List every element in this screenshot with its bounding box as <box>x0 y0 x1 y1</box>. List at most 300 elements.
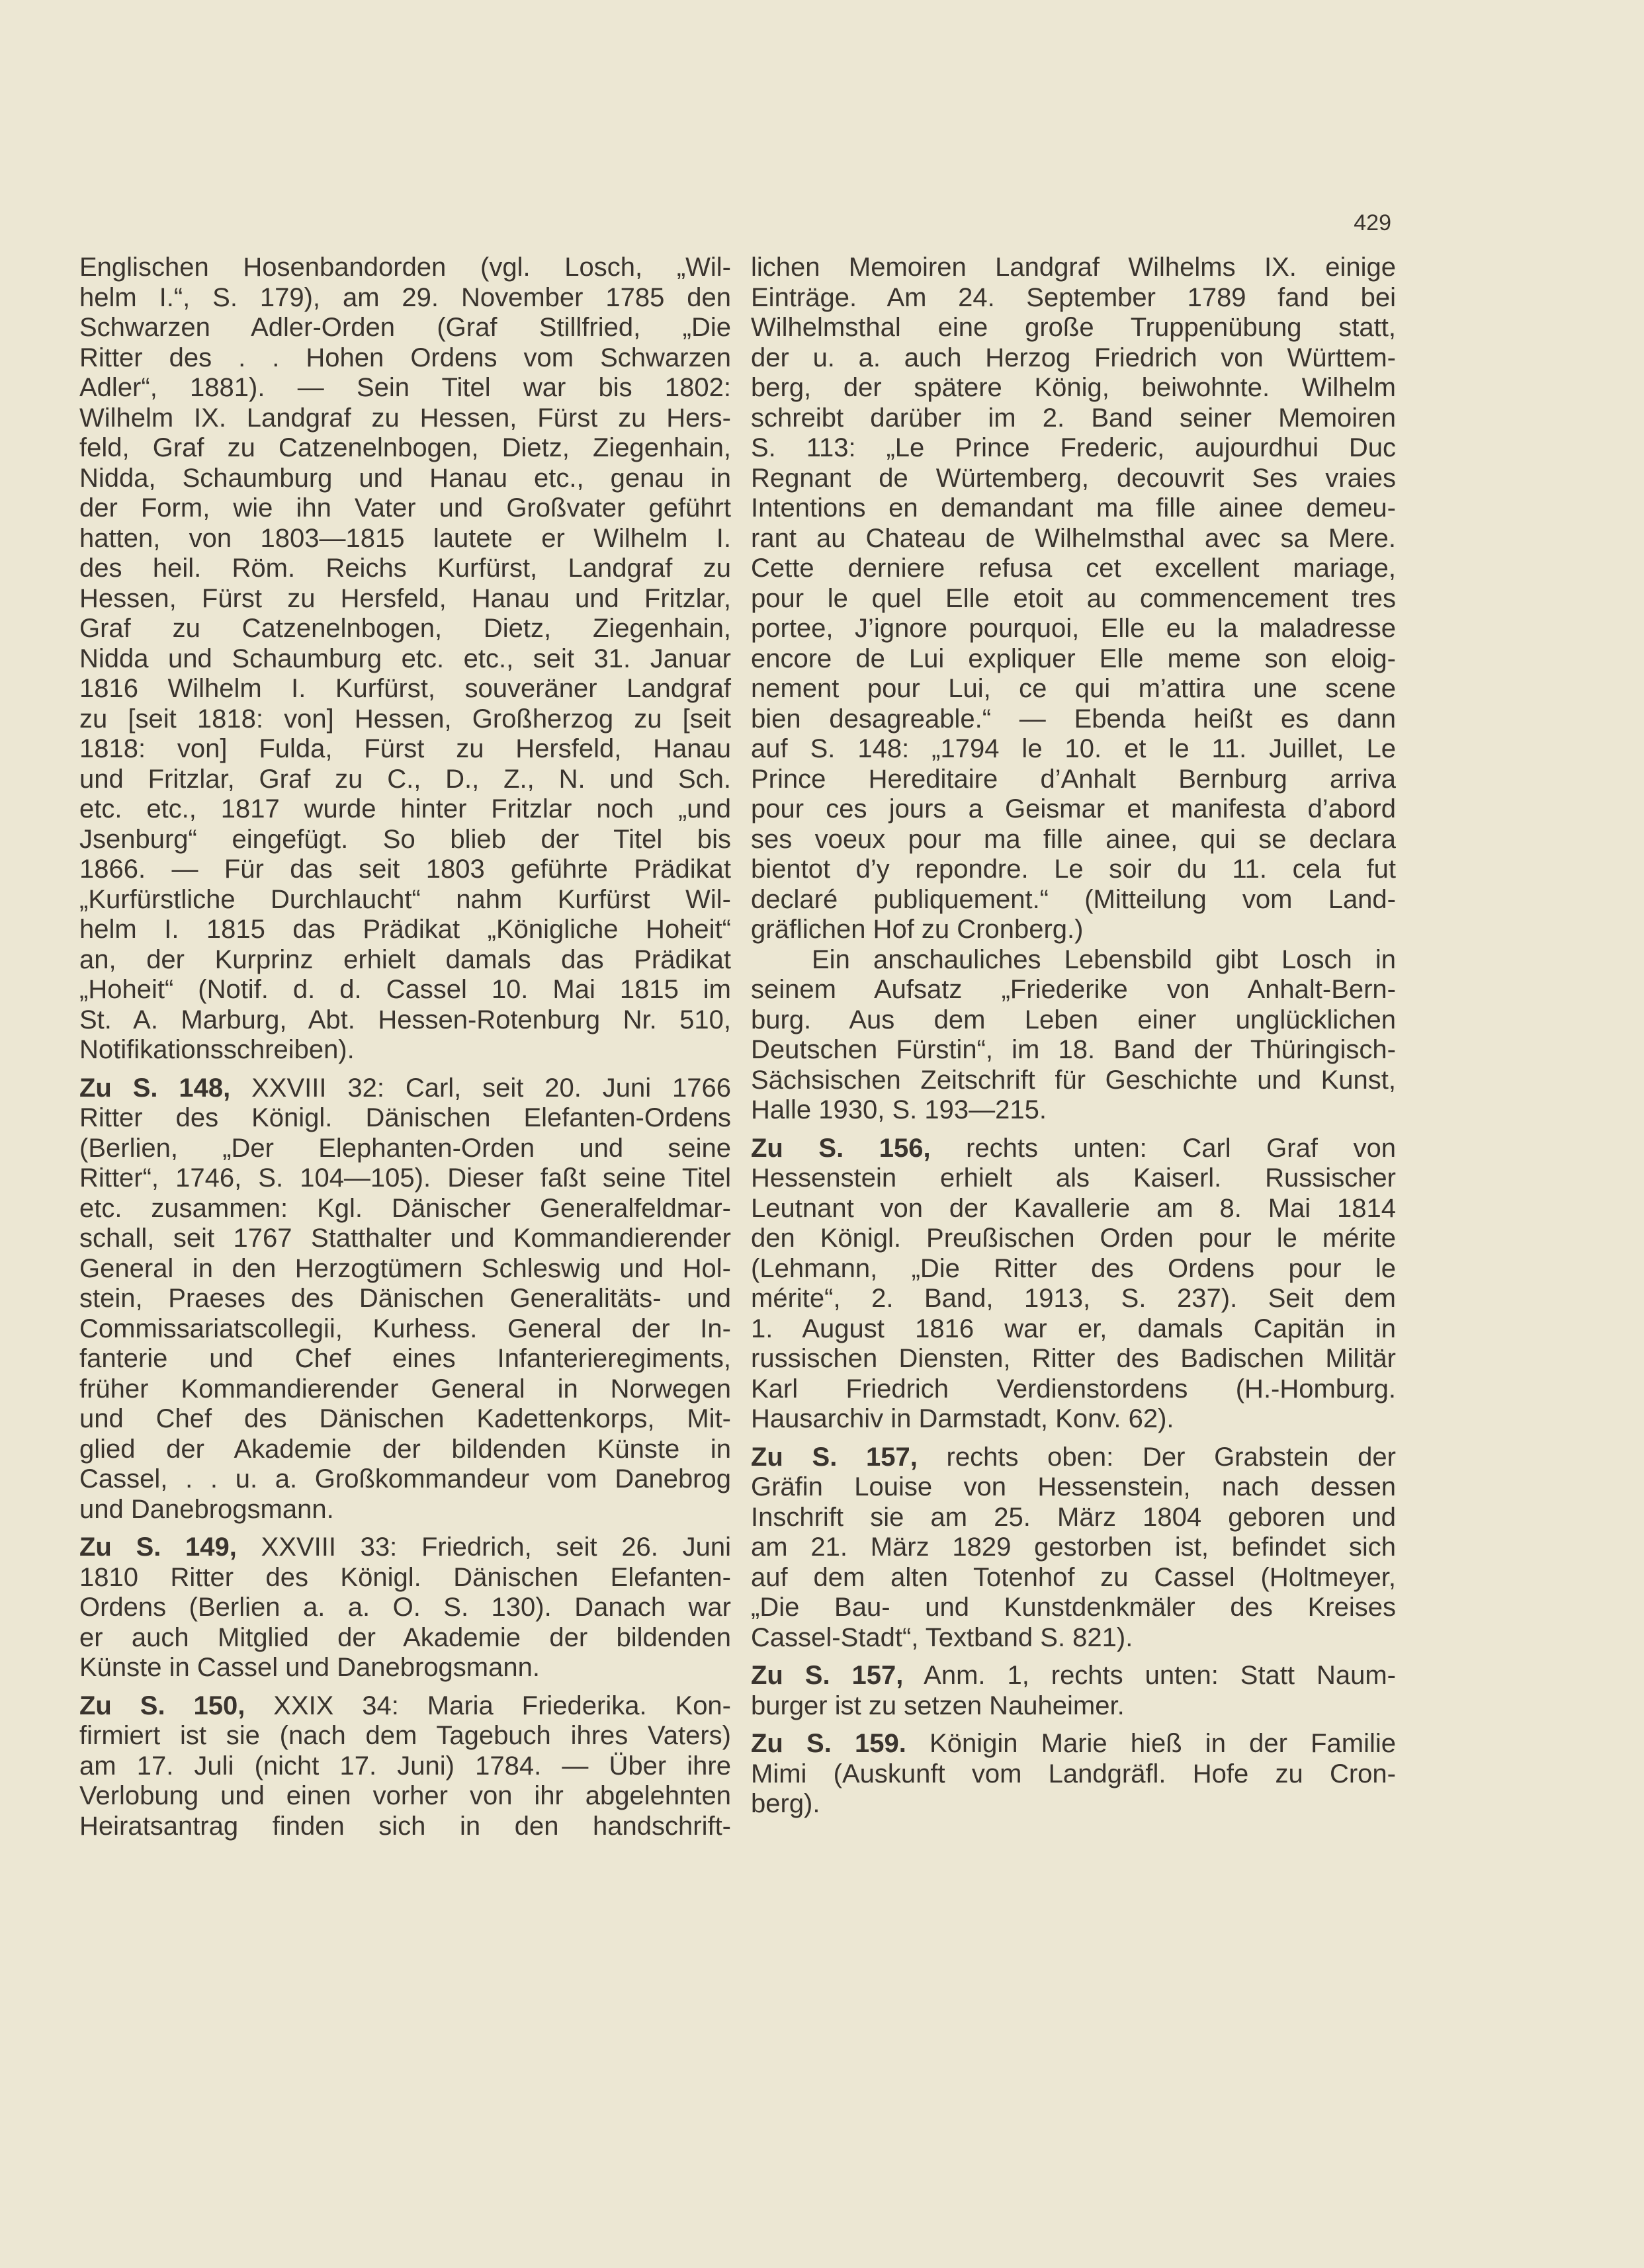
text-line <box>751 1095 1396 1126</box>
line-text: (Lehmann, „Die Ritter des Ordens pour le <box>751 1253 1396 1283</box>
line-content <box>79 945 731 974</box>
line-content <box>751 493 1396 523</box>
text-line <box>751 1374 1396 1405</box>
line-content <box>79 1721 731 1750</box>
text-line <box>79 373 731 403</box>
line-text: Prince Hereditaire d’Anhalt Bernburg arriva <box>751 764 1396 794</box>
text-line <box>79 1005 731 1036</box>
text-line <box>751 704 1396 735</box>
line-text: 1. August 1816 war er, damals Capitän in <box>751 1314 1396 1343</box>
right-column <box>751 253 1396 1820</box>
line-content <box>751 1593 1396 1622</box>
text-line <box>79 403 731 434</box>
line-text: berg). <box>751 1789 820 1818</box>
line-content <box>79 524 731 553</box>
text-line <box>751 1789 1396 1820</box>
line-text: XXIX 34: Maria Friederika. Kon- <box>245 1691 731 1720</box>
line-text: hatten, von 1803—1815 lautete er Wilhelm I. <box>79 523 731 553</box>
text-line <box>751 1254 1396 1284</box>
line-content <box>79 1163 731 1193</box>
line-text: Königin Marie hieß in der Familie <box>906 1729 1396 1758</box>
text-line <box>79 1103 731 1134</box>
text-line <box>751 734 1396 765</box>
line-text: pour ces jours a Geismar et manifesta d’abord <box>751 794 1396 823</box>
line-text: Hessen, Fürst zu Hersfeld, Hanau und Fritzlar, <box>79 583 731 613</box>
text-line <box>79 343 731 374</box>
line-text: am 17. Juli (nicht 17. Juni) 1784. — Über ihre <box>79 1751 731 1781</box>
annotation-paragraph <box>79 1073 731 1525</box>
text-line <box>79 1254 731 1284</box>
line-content <box>751 825 1396 854</box>
text-line <box>79 674 731 704</box>
line-content <box>79 1623 731 1652</box>
page-reference-lead: Zu S. 157, <box>751 1442 918 1472</box>
text-line <box>751 855 1396 885</box>
line-text: Englischen Hosenbandorden (vgl. Losch, „Wil- <box>79 253 731 282</box>
line-content <box>751 1194 1396 1223</box>
line-content <box>79 1404 731 1433</box>
line-content <box>79 614 731 643</box>
line-content <box>79 1314 731 1343</box>
line-content <box>751 794 1396 823</box>
annotation-paragraph <box>751 1729 1396 1820</box>
text-line <box>79 313 731 343</box>
line-text: Nidda, Schaumburg und Hanau etc., genau in <box>79 463 731 493</box>
text-line <box>79 1035 731 1066</box>
line-content <box>751 343 1396 372</box>
line-text: früher Kommandierender General in Norwegen <box>79 1374 731 1404</box>
line-text: Schwarzen Adler-Orden (Graf Stillfried, „Die <box>79 313 731 342</box>
text-line <box>751 1035 1396 1066</box>
line-content <box>751 855 1396 884</box>
line-content <box>79 885 731 914</box>
text-line <box>79 975 731 1005</box>
line-text: pour le quel Elle etoit au commencement tres <box>751 583 1396 613</box>
line-content <box>79 644 731 673</box>
line-content <box>79 1224 731 1253</box>
text-line <box>79 1751 731 1782</box>
page-reference-lead: Zu S. 149, <box>79 1533 237 1562</box>
line-content <box>751 1134 1396 1163</box>
text-line <box>79 794 731 825</box>
line-text: Inschrift sie am 25. März 1804 geboren und <box>751 1502 1396 1532</box>
text-line <box>79 885 731 915</box>
line-text: Notifikationsschreiben). <box>79 1035 355 1064</box>
text-line <box>751 1134 1396 1164</box>
line-text: den Königl. Preußischen Orden pour le mérite <box>751 1224 1396 1253</box>
line-text: helm I.“, S. 179), am 29. November 1785 den <box>79 282 731 312</box>
text-line <box>79 464 731 494</box>
line-text: Ordens (Berlien a. a. O. S. 130). Danach war <box>79 1593 731 1622</box>
text-line <box>79 1163 731 1194</box>
line-text: stein, Praeses des Dänischen Generalitäts- und <box>79 1284 731 1313</box>
text-line <box>79 253 731 283</box>
text-line <box>751 825 1396 855</box>
text-line <box>79 614 731 644</box>
text-line <box>751 253 1396 283</box>
left-column <box>79 253 731 1841</box>
text-line <box>79 283 731 314</box>
line-content <box>79 1563 731 1592</box>
line-text: etc. etc., 1817 wurde hinter Fritzlar noch „und <box>79 794 731 823</box>
line-text: Halle 1930, S. 193—215. <box>751 1095 1047 1124</box>
line-text: Leutnant von der Kavallerie am 8. Mai 1814 <box>751 1193 1396 1223</box>
text-paragraph <box>751 945 1396 1126</box>
line-text: General in den Herzogtümern Schleswig und Hol- <box>79 1253 731 1283</box>
line-text: Einträge. Am 24. September 1789 fand bei <box>751 282 1396 312</box>
line-text: des heil. Röm. Reichs Kurfürst, Landgraf zu <box>79 554 731 583</box>
line-content <box>79 1035 355 1064</box>
line-content <box>751 1533 1396 1562</box>
line-content <box>79 1194 731 1223</box>
text-line <box>751 313 1396 343</box>
line-content <box>751 885 1396 914</box>
text-line <box>751 343 1396 374</box>
line-text: XXVIII 33: Friedrich, seit 26. Juni <box>236 1533 731 1562</box>
line-text: burger ist zu setzen Nauheimer. <box>751 1691 1125 1720</box>
text-line <box>79 493 731 524</box>
annotation-paragraph <box>79 1533 731 1683</box>
text-line <box>751 1759 1396 1790</box>
line-content <box>751 313 1396 342</box>
text-line <box>79 1691 731 1722</box>
line-content <box>79 1435 731 1464</box>
text-line <box>751 1163 1396 1194</box>
line-text: „Die Bau- und Kunstdenkmäler des Kreises <box>751 1593 1396 1622</box>
line-content <box>79 1284 731 1313</box>
line-content <box>79 584 731 613</box>
line-text: Ritter des Königl. Dänischen Elefanten-Ordens <box>79 1103 731 1132</box>
text-line <box>79 1404 731 1435</box>
line-content <box>79 855 731 884</box>
text-line <box>79 1314 731 1345</box>
line-text: 1816 Wilhelm I. Kurfürst, souveräner Landgraf <box>79 674 731 703</box>
page-reference-lead: Zu S. 150, <box>79 1691 245 1720</box>
text-line <box>751 945 1396 976</box>
line-text: Hausarchiv in Darmstadt, Konv. 62). <box>751 1404 1174 1433</box>
line-text: Adler“, 1881). — Sein Titel war bis 1802: <box>79 373 731 402</box>
text-line <box>751 524 1396 554</box>
line-text: auf S. 148: „1794 le 10. et le 11. Juillet, Le <box>751 734 1396 763</box>
text-line <box>79 524 731 554</box>
text-line <box>79 1593 731 1623</box>
line-content <box>751 1095 1047 1124</box>
text-line <box>79 945 731 976</box>
text-line <box>751 915 1396 945</box>
line-text: und Danebrogsmann. <box>79 1494 334 1524</box>
line-content <box>751 734 1396 763</box>
line-content <box>79 975 731 1004</box>
text-line <box>79 1623 731 1654</box>
line-text: lichen Memoiren Landgraf Wilhelms IX. einige <box>751 253 1396 282</box>
line-content <box>751 1005 1396 1034</box>
line-content <box>79 704 731 734</box>
line-text: Wilhelm IX. Landgraf zu Hessen, Fürst zu Hers- <box>79 403 731 433</box>
line-content <box>79 1653 540 1682</box>
text-line <box>751 1314 1396 1345</box>
line-content <box>79 1593 731 1622</box>
line-text: Jsenburg“ eingefügt. So blieb der Titel bis <box>79 824 731 854</box>
line-content <box>79 1254 731 1283</box>
text-line <box>751 1472 1396 1503</box>
text-line <box>79 1374 731 1405</box>
line-text: russischen Diensten, Ritter des Badischen Militär <box>751 1344 1396 1373</box>
line-content <box>751 1374 1396 1404</box>
line-content <box>79 343 731 372</box>
line-text: Ritter des . . Hohen Ordens vom Schwarzen <box>79 343 731 372</box>
line-text: berg, der spätere König, beiwohnte. Wilhelm <box>751 373 1396 402</box>
line-text: am 21. März 1829 gestorben ist, befindet sich <box>751 1533 1396 1562</box>
line-text: rant au Chateau de Wilhelmsthal avec sa Mere. <box>751 523 1396 553</box>
line-content <box>751 1035 1396 1064</box>
line-content <box>751 524 1396 553</box>
line-text: rechts oben: Der Grabstein der <box>917 1442 1396 1472</box>
line-content <box>79 794 731 823</box>
line-content <box>751 433 1396 462</box>
line-content <box>751 1623 1133 1652</box>
line-text: und Chef des Dänischen Kadettenkorps, Mit- <box>79 1404 731 1433</box>
line-content <box>79 1005 731 1034</box>
line-content <box>751 1254 1396 1283</box>
line-content <box>79 734 731 763</box>
line-text: etc. zusammen: Kgl. Dänischer Generalfeldmar- <box>79 1193 731 1223</box>
line-content <box>79 253 731 282</box>
line-content <box>79 1344 731 1373</box>
text-line <box>751 1443 1396 1473</box>
line-content <box>751 674 1396 703</box>
line-text: schall, seit 1767 Statthalter und Kommandierender <box>79 1224 731 1253</box>
line-text: „Kurfürstliche Durchlaucht“ nahm Kurfürst Wil- <box>79 884 731 914</box>
line-text: glied der Akademie der bildenden Künste in <box>79 1434 731 1464</box>
line-content <box>751 614 1396 643</box>
line-text: feld, Graf zu Catzenelnbogen, Dietz, Ziegenhain, <box>79 433 731 462</box>
line-content <box>79 554 731 583</box>
line-content <box>751 464 1396 493</box>
text-line <box>751 1623 1396 1654</box>
text-line <box>79 1464 731 1495</box>
text-line <box>79 1224 731 1254</box>
text-line <box>751 644 1396 675</box>
line-content <box>751 283 1396 312</box>
line-text: Mimi (Auskunft vom Landgräfl. Hofe zu Cron- <box>751 1759 1396 1788</box>
line-text: Ein anschauliches Lebensbild gibt Losch in <box>812 945 1396 974</box>
text-line <box>751 433 1396 464</box>
text-line <box>751 1066 1396 1096</box>
line-content <box>751 403 1396 433</box>
text-line <box>751 614 1396 644</box>
line-text: Hessenstein erhielt als Kaiserl. Russischer <box>751 1163 1396 1193</box>
line-text: und Fritzlar, Graf zu C., D., Z., N. und Sch. <box>79 764 731 794</box>
text-line <box>751 794 1396 825</box>
line-text: bientot d’y repondre. Le soir du 11. cela fut <box>751 855 1396 884</box>
line-text: S. 113: „Le Prince Frederic, aujourdhui Duc <box>751 433 1396 462</box>
line-content <box>751 1729 1396 1758</box>
line-text: Cassel-Stadt“, Textband S. 821). <box>751 1622 1133 1652</box>
line-text: St. A. Marburg, Abt. Hessen-Rotenburg Nr. 510, <box>79 1005 731 1034</box>
line-text: bien desagreable.“ — Ebenda heißt es dann <box>751 704 1396 734</box>
text-line <box>79 915 731 945</box>
line-text: encore de Lui expliquer Elle meme son eloig- <box>751 644 1396 673</box>
text-line <box>79 1134 731 1164</box>
text-line <box>79 584 731 614</box>
text-line <box>751 1503 1396 1533</box>
line-content <box>751 1691 1125 1720</box>
line-text: mérite“, 2. Band, 1913, S. 237). Seit dem <box>751 1284 1396 1313</box>
line-text: „Hoheit“ (Notif. d. d. Cassel 10. Mai 1815 im <box>79 975 731 1004</box>
line-content <box>751 1404 1174 1433</box>
line-content <box>79 313 731 342</box>
line-content <box>79 433 731 462</box>
line-text: Gräfin Louise von Hessenstein, nach dessen <box>751 1472 1396 1501</box>
line-content <box>751 1284 1396 1313</box>
text-line <box>751 403 1396 434</box>
line-content <box>79 283 731 312</box>
line-text: Verlobung und einen vorher von ihr abgelehnten <box>79 1781 731 1810</box>
line-text: Regnant de Würtemberg, decouvrit Ses vraies <box>751 463 1396 493</box>
line-text: er auch Mitglied der Akademie der bildenden <box>79 1622 731 1652</box>
line-text: portee, J’ignore pourquoi, Elle eu la maladresse <box>751 614 1396 643</box>
line-content <box>751 915 1083 944</box>
line-text: an, der Kurprinz erhielt damals das Prädikat <box>79 945 731 974</box>
text-line <box>79 1653 731 1683</box>
line-content <box>79 1812 731 1841</box>
line-text: auf dem alten Totenhof zu Cassel (Holtmeyer, <box>751 1562 1396 1592</box>
line-text: firmiert ist sie (nach dem Tagebuch ihres Vaters) <box>79 1721 731 1750</box>
text-paragraph <box>751 253 1396 945</box>
line-content <box>79 1781 731 1810</box>
text-line <box>79 825 731 855</box>
text-line <box>751 1661 1396 1691</box>
text-line <box>751 373 1396 403</box>
line-text: Karl Friedrich Verdienstordens (H.-Homburg. <box>751 1374 1396 1404</box>
line-content <box>751 975 1396 1004</box>
line-text: der Form, wie ihn Vater und Großvater geführt <box>79 493 731 523</box>
text-line <box>751 975 1396 1005</box>
line-text: Wilhelmsthal eine große Truppenübung statt, <box>751 313 1396 342</box>
page-reference-lead: Zu S. 148, <box>79 1073 231 1103</box>
text-line <box>79 1563 731 1593</box>
annotation-paragraph <box>751 1443 1396 1654</box>
line-content <box>751 1563 1396 1592</box>
text-line <box>79 554 731 584</box>
line-text: Graf zu Catzenelnbogen, Dietz, Ziegenhain, <box>79 614 731 643</box>
text-line <box>751 554 1396 584</box>
line-content <box>79 1751 731 1781</box>
line-content <box>79 674 731 703</box>
line-text: Intentions en demandant ma fille ainee demeu- <box>751 493 1396 523</box>
line-content <box>751 704 1396 734</box>
text-line <box>751 765 1396 795</box>
text-line <box>751 1284 1396 1314</box>
text-line <box>79 1435 731 1465</box>
text-line <box>751 1194 1396 1224</box>
text-line <box>79 644 731 675</box>
line-content <box>751 765 1396 794</box>
line-text: ses voeux pour ma fille ainee, qui se declara <box>751 824 1396 854</box>
annotation-paragraph <box>751 1661 1396 1721</box>
line-content <box>751 584 1396 613</box>
line-content <box>79 403 731 433</box>
line-text: Cette derniere refusa cet excellent mariage, <box>751 554 1396 583</box>
line-content <box>751 1503 1396 1532</box>
line-text: Sächsischen Zeitschrift für Geschichte und Kunst, <box>751 1065 1396 1095</box>
line-content <box>751 1472 1396 1501</box>
text-line <box>79 1194 731 1224</box>
line-content <box>79 493 731 523</box>
line-text: fanterie und Chef eines Infanterieregiments, <box>79 1344 731 1373</box>
line-text: der u. a. auch Herzog Friedrich von Württem- <box>751 343 1396 372</box>
text-line <box>79 1344 731 1374</box>
line-content <box>751 1314 1396 1343</box>
line-text: 1866. — Für das seit 1803 geführte Prädikat <box>79 855 731 884</box>
text-line <box>751 1404 1396 1435</box>
text-line <box>79 1284 731 1314</box>
line-text: Ritter“, 1746, S. 104—105). Dieser faßt seine Titel <box>79 1163 731 1193</box>
line-content <box>79 1134 731 1163</box>
line-text: Anm. 1, rechts unten: Statt Naum- <box>903 1661 1396 1690</box>
text-line <box>79 765 731 795</box>
line-content <box>79 765 731 794</box>
text-line <box>751 1344 1396 1374</box>
text-line <box>751 1224 1396 1254</box>
text-line <box>79 1812 731 1842</box>
line-content <box>79 915 731 944</box>
line-content <box>751 1789 820 1818</box>
text-line <box>79 433 731 464</box>
line-content <box>751 554 1396 583</box>
text-line <box>79 1495 731 1525</box>
line-content <box>79 1464 731 1493</box>
line-text: Commissariatscollegii, Kurhess. General der In- <box>79 1314 731 1343</box>
line-content <box>79 825 731 854</box>
line-text: helm I. 1815 das Prädikat „Königliche Hoheit“ <box>79 915 731 944</box>
line-text: rechts unten: Carl Graf von <box>930 1133 1396 1163</box>
text-line <box>79 1533 731 1563</box>
line-content <box>812 945 1396 974</box>
line-content <box>751 1163 1396 1193</box>
line-text: Heiratsantrag finden sich in den handschrift- <box>79 1811 731 1841</box>
line-content <box>79 1533 731 1562</box>
text-line <box>751 674 1396 704</box>
line-text: nement pour Lui, ce qui m’attira une scene <box>751 674 1396 703</box>
line-text: XXVIII 32: Carl, seit 20. Juni 1766 <box>230 1073 731 1103</box>
text-line <box>751 493 1396 524</box>
text-line <box>79 855 731 885</box>
line-content <box>79 1691 731 1720</box>
line-content <box>751 1759 1396 1788</box>
line-content <box>751 1661 1396 1690</box>
line-text: zu [seit 1818: von] Hessen, Großherzog zu [seit <box>79 704 731 734</box>
text-line <box>79 1073 731 1104</box>
text-line <box>751 1691 1396 1722</box>
text-line <box>751 283 1396 314</box>
text-paragraph <box>79 253 731 1066</box>
line-text: burg. Aus dem Leben einer unglücklichen <box>751 1005 1396 1034</box>
line-text: 1818: von] Fulda, Fürst zu Hersfeld, Hanau <box>79 734 731 763</box>
line-text: Deutschen Fürstin“, im 18. Band der Thüringisch- <box>751 1035 1396 1064</box>
line-text: 1810 Ritter des Königl. Dänischen Elefanten- <box>79 1562 731 1592</box>
text-line <box>751 885 1396 915</box>
line-content <box>79 1374 731 1404</box>
line-content <box>751 644 1396 673</box>
line-content <box>751 1344 1396 1373</box>
text-line <box>79 1781 731 1812</box>
line-content <box>79 1073 731 1103</box>
text-line <box>751 464 1396 494</box>
line-content <box>751 1224 1396 1253</box>
text-line <box>79 1721 731 1751</box>
line-text: Nidda und Schaumburg etc. etc., seit 31. Januar <box>79 644 731 673</box>
